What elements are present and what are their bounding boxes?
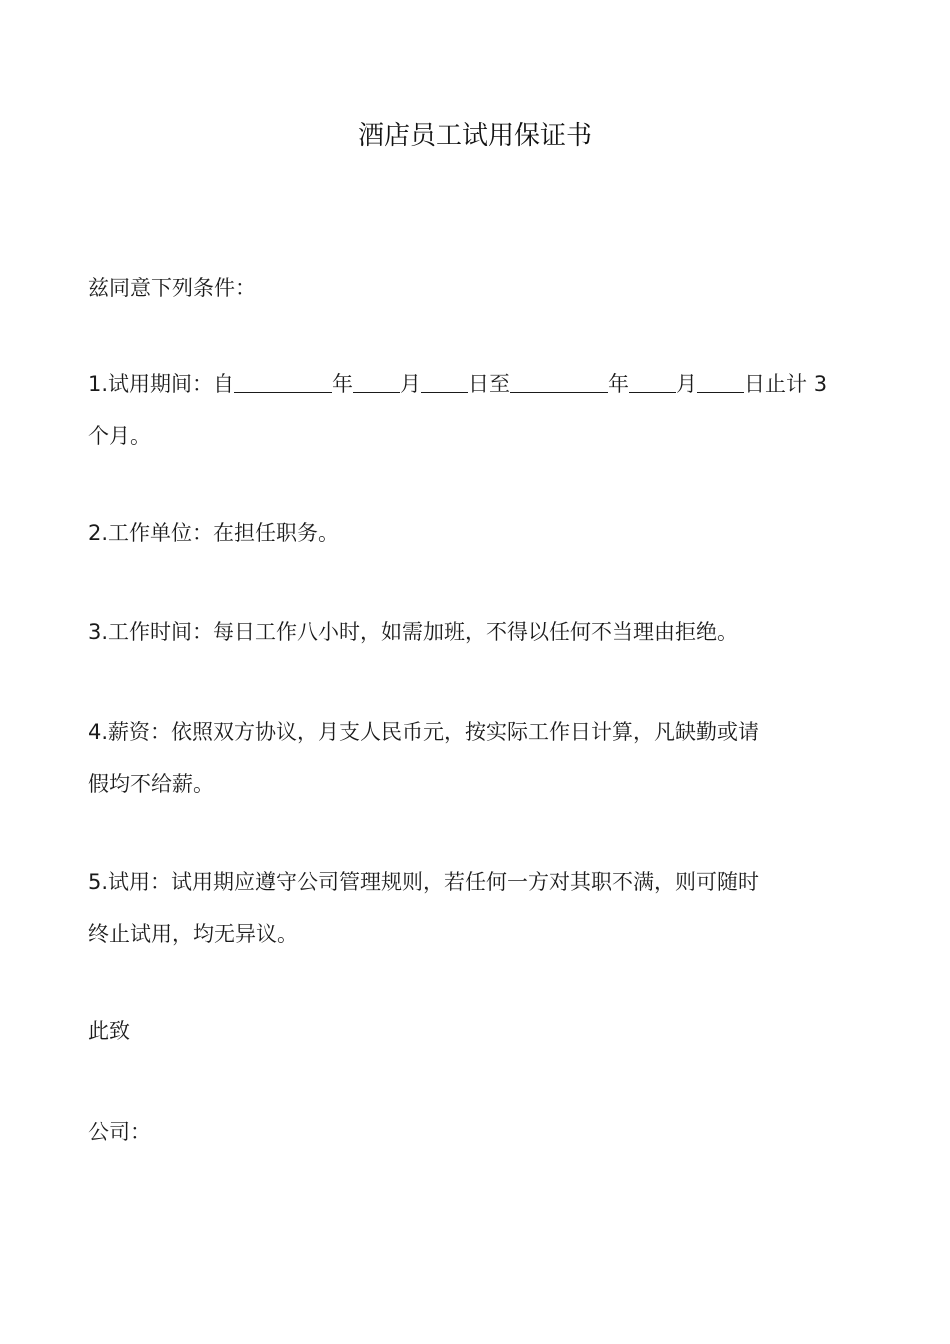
clause-4-line-2: 假均不给薪。 xyxy=(88,772,214,796)
clause-5 xyxy=(88,856,868,960)
clause-5-line-2: 终止试用，均无异议。 xyxy=(88,922,298,946)
closing-text: 此致 xyxy=(88,1019,130,1043)
start-year-label: 年 xyxy=(332,372,354,396)
start-day-blank xyxy=(421,370,468,393)
clause-4 xyxy=(88,706,868,810)
clause-1 xyxy=(88,358,868,462)
clause-1-line-1 xyxy=(88,358,868,410)
end-month-label: 月 xyxy=(676,372,698,396)
document-title: 酒店员工试用保证书 xyxy=(357,121,592,151)
company-label: 公司： xyxy=(88,1120,151,1144)
clause-5-line-1: 5.试用：试用期应遵守公司管理规则，若任何一方对其职不满，则可随时 xyxy=(88,870,760,894)
clause-1-line-2: 个月。 xyxy=(88,424,151,448)
start-month-blank xyxy=(353,370,400,393)
end-day-label: 日止计 3 xyxy=(744,372,828,396)
end-day-blank xyxy=(697,370,744,393)
clause-3: 3.工作时间：每日工作八小时，如需加班，不得以任何不当理由拒绝。 xyxy=(88,620,739,644)
end-month-blank xyxy=(629,370,676,393)
end-year-blank xyxy=(510,370,608,393)
clause-4-line-1: 4.薪资：依照双方协议，月支人民币元，按实际工作日计算，凡缺勤或请 xyxy=(88,720,760,744)
end-year-label: 年 xyxy=(608,372,630,396)
clause-1-prefix: 1.试用期间：自 xyxy=(88,372,235,396)
start-year-blank xyxy=(234,370,332,393)
clause-2: 2.工作单位：在担任职务。 xyxy=(88,521,340,545)
intro-text: 兹同意下列条件： xyxy=(88,276,256,300)
start-month-label: 月 xyxy=(400,372,422,396)
start-day-label: 日至 xyxy=(468,372,511,396)
